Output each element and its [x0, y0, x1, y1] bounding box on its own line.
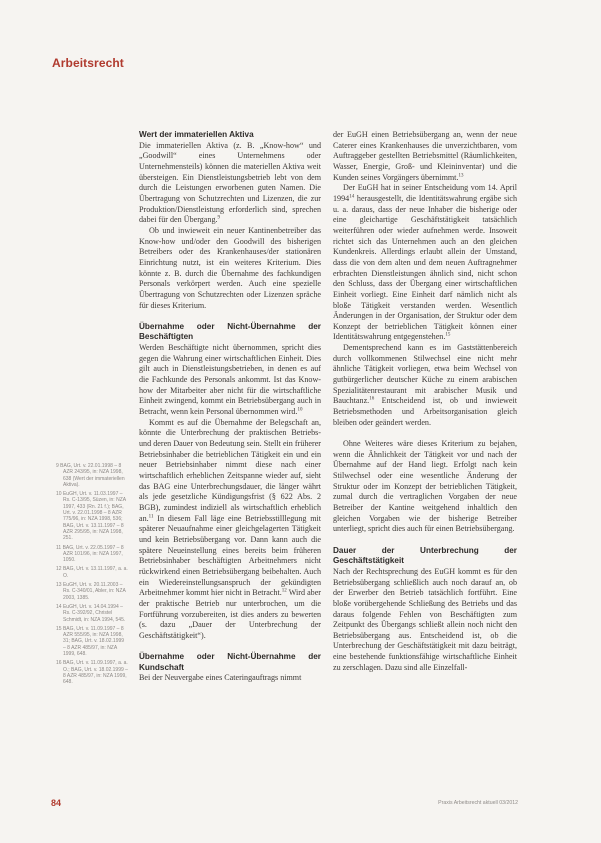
footnote: 12 BAG, Urt. v. 13.11.1997, a. a. O. — [56, 566, 128, 579]
paragraph: Der EuGH hat in seiner Entscheidung vom 14. April 1994$^{14}$ herausgestellt, die Identitätswahrung ergäbe sich u. a. daraus, dass der neue Inhaber die bisherige oder eine gleichartige Geschäftstätigkeit tatsächlich weiterführen oder wieder aufnehmen werde. Insoweit richtet sich das Unternehmen auch an den gleichen Kundenkreis. Allerdings erlaubt allein der Umstand, dass die von dem alten und dem neuen Auftragnehmer erbrachten Dienstleistungen ähnlich sind, nicht schon den Schluss, dass der Übergang einer wirtschaftlichen Einheit vorliegt. Eine Einheit darf nämlich nicht als bloße Tätigkeit verstanden werden. Wesentlich Änderungen in der Organisation, der Struktur oder dem Konzept der betrieblichen Tätigkeit können einer Identitätswahrung entgegenstehen.$^{15}$ — [333, 183, 517, 342]
footnote-ref: 12 — [281, 588, 287, 594]
footnote-ref: 10 — [297, 407, 303, 413]
footnote: 11 BAG, Urt. v. 22.05.1997 – 8 AZR 101/96, in: NZA 1997, 1050. — [56, 544, 124, 564]
paragraph: Bei der Neuvergabe eines Cateringauftrags nimmt — [139, 673, 302, 683]
paragraph: der EuGH einen Betriebsübergang an, wenn der neue Caterer eines Krankenhauses die unverzichtbaren, vom Auftraggeber gestellten Betriebsmittel (Räumlichkeiten, Wasser, Energie, Groß- und Kleininventar) und die Kunden seines Vorgängers übernimmt.$^{13}$ — [333, 130, 517, 182]
heading-dauer-unterbrechung: Dauer der Unterbrechung der Geschäftstätigkeit — [333, 545, 517, 566]
paragraph: Ob und inwieweit ein neuer Kantinenbetreiber das Know-how und/oder den Goodwill des bisherigen Betreibers oder des Krankenhauses/der stationären Einrichtung nutzt, ist ein weiteres Kriterium. Dies könnte z. B. durch die Übernahme des fachkundigen Personals verkörpert werden. Auch eine spezielle Übertragung von Schutzrechten oder Lizenzen spräche für dieses Kriterium. — [139, 225, 321, 310]
footnote-ref: 14 — [349, 194, 355, 200]
footnote: 16 BAG, Urt. v. 11.09.1997, a. a. O.; BAG, Urt. v. 18.02.1999 – 8 AZR 485/97, in: NZA 1999, 648. — [56, 660, 128, 686]
paragraph: Nach der Rechtsprechung des EuGH kommt es für den Betriebsübergang schließlich auch noch darauf an, ob der Erwerber den Betrieb tatsächlich fortführt. Eine bloße vorübergehende Schließung des Betriebs und das daraus folgende Fehlen von Beschäftigten zum Zeitpunkt des Übergangs schließt allein noch nicht den Betriebsübergang aus. Entscheidend ist, ob die Unterbrechung der Geschäftstätigkeit mit dazu beiträgt, eine bestehende funktionsfähige wirtschaftliche Einheit zu zerschlagen. Dazu sind alle Einzelfall- — [333, 566, 517, 672]
page-number: 84 — [51, 798, 62, 808]
paragraph: Kommt es auf die Übernahme der Belegschaft an, könnte die Unterbrechung der praktischen Betriebs- und deren Dauer von Bedeutung sein. Stellt ein früherer Betriebsinhaber die betrieblichen Tätigkeit ein und ein neuer Betriebsinhaber nimmt diese nach einer wirtschaftlich erheblichen Zeitspanne wieder auf, sieht das BAG eine Unterbrechungsdauer, die länger währt als jede gesetzliche Kündigungsfrist (§ 622 Abs. 2 BGB), zumindest indiziell als wirtschaftlich erheblich an.$^{11}$ In diesem Fall läge eine Betriebsstilllegung mit späterer Neuaufnahme einer gleichgelagerten Tätigkeit und kein Betriebsübergang vor. Dann kann auch die spätere Neueinstellung eines bereits beim früheren Betriebsinhaber beschäftigten Arbeitnehmers nicht rückwirkend einen Betriebsübergang beibehalten. Auch ein Wiedereinstellungsanspruch der gekündigten Arbeitnehmer kommt hier nicht in Betracht.$^{12}$ Wird aber der praktische Betrieb nur unterbrochen, um die Fortführung vorzubereiten, ist dies anders zu bewerten (s. dazu „Dauer der Unterbrechung der Geschäftstätigkeit“). — [139, 417, 321, 640]
footnote: 15 BAG, Urt. v. 11.09.1997 – 8 AZR 555/95, in: NZA 1998, 31; BAG, Urt. v. 18.02.1999 – 8 AZR 485/97, in: NZA 1999, 648. — [56, 625, 125, 658]
footnote-ref: 9 — [217, 215, 221, 221]
footnote-ref: 11 — [148, 513, 154, 519]
heading-immaterielle-aktiva: Wert der immateriellen Aktiva — [139, 130, 254, 139]
paragraph: Dementsprechend kann es im Gaststättenbereich durch vollkommenen Stilwechsel eine nicht mehr ähnliche Tätigkeit vorliegen, etwa beim Wechsel von gutbürgerlicher deutscher Küche zu einem arabischen Spezialitätenrestaurant mit arabischer Musik und Bauchtanz.$^{16}$ Entscheidend ist, ob und inwieweit Betriebsmethoden und Arbeitsorganisation gleich bleiben oder geändert werden. — [333, 343, 517, 427]
paragraph: Werden Beschäftigte nicht übernommen, spricht dies gegen die Wahrung einer wirtschaftlichen Einheit. Dies gilt auch in Dienstleistungsbetrieben, in denen es auf die Fachkunde des Personals ankommt. Ist das Know-how der Mitarbeiter aber nicht für die wirtschaftliche Einheit zwingend, kommt ein Betriebsübergang auch in Betracht, wenn kein Personal übernommen wird.$^{10}$ — [139, 343, 321, 417]
footnote-ref: 15 — [445, 332, 451, 338]
footnote: 14 EuGH, Urt. v. 14.04.1994 – Rs. C-392/92, Christel Schmidt, in: NZA 1994, 545. — [56, 603, 126, 623]
text-column-left — [139, 130, 321, 684]
paragraph: Die immateriellen Aktiva (z. B. „Know-how“ und „Goodwill“ eines Unternehmens oder Unternehmensteils) können die materiellen Aktiva weit übersteigen. Ein Dienstleistungsbetrieb lebt von dem durch die Leistungen erworbenen guten Namen. Die Übertragung von Schutzrechten und Lizenzen, die zur Produktion/Dienstleistung erforderlich sind, sprechen dabei für den Übergang.$^9$ — [139, 140, 321, 225]
text-column-right — [333, 130, 517, 673]
paragraph: Ohne Weiteres wäre dieses Kriterium zu bejahen, wenn die Ähnlichkeit der Tätigkeit vor und nach der Übernahme auf der Hand liegt. Erfolgt nach kein Stilwechsel oder eine wesentliche Änderung der Struktur oder im Konzept der betrieblichen Tätigkeit, zumal durch die vertraglichen Vorgaben der neue Betreiber der Kantine weitgehend inhaltlich den gleichen Vorgaben wie der bisherige Betreiber unterliegt, spricht dies auch für einen Betriebsübergang. — [333, 439, 517, 534]
footnotes — [56, 463, 128, 689]
publication-source: Praxis Arbeitsrecht aktuell 03/2012 — [438, 800, 518, 806]
footnote: 9 BAG, Urt. v. 22.01.1998 – 8 AZR 243/95, in: NZA 1998, 638 (Wert der immateriellen Aktiva). — [56, 463, 125, 488]
section-title: Arbeitsrecht — [52, 56, 124, 70]
heading-uebernahme-beschaeftigte: Übernahme oder Nicht-Übernahme der Beschäftigten — [139, 321, 321, 342]
footnote-ref: 16 — [369, 396, 375, 402]
footnote-ref: 13 — [458, 172, 464, 178]
footnote: 13 EuGH, Urt. v. 20.11.2003 – Rs. C-340/01, Abler, in: NZA 2003, 1385. — [56, 582, 126, 601]
heading-uebernahme-kundschaft: Übernahme oder Nicht-Übernahme der Kundschaft — [139, 652, 321, 672]
footnote: 10 EuGH, Urt. v. 11.03.1997 – Rs. C-13/95, Süzen, in: NZA 1997, 433 (Rn. 21 f.); BAG, Urt. v. 22.01.1998 – 8 AZR 775/96, in: NZA 1998, 536; BAG, Urt. v. 13.11.1997 – 8 AZR 295/95, in: NZA 1998, 251. — [56, 491, 126, 542]
